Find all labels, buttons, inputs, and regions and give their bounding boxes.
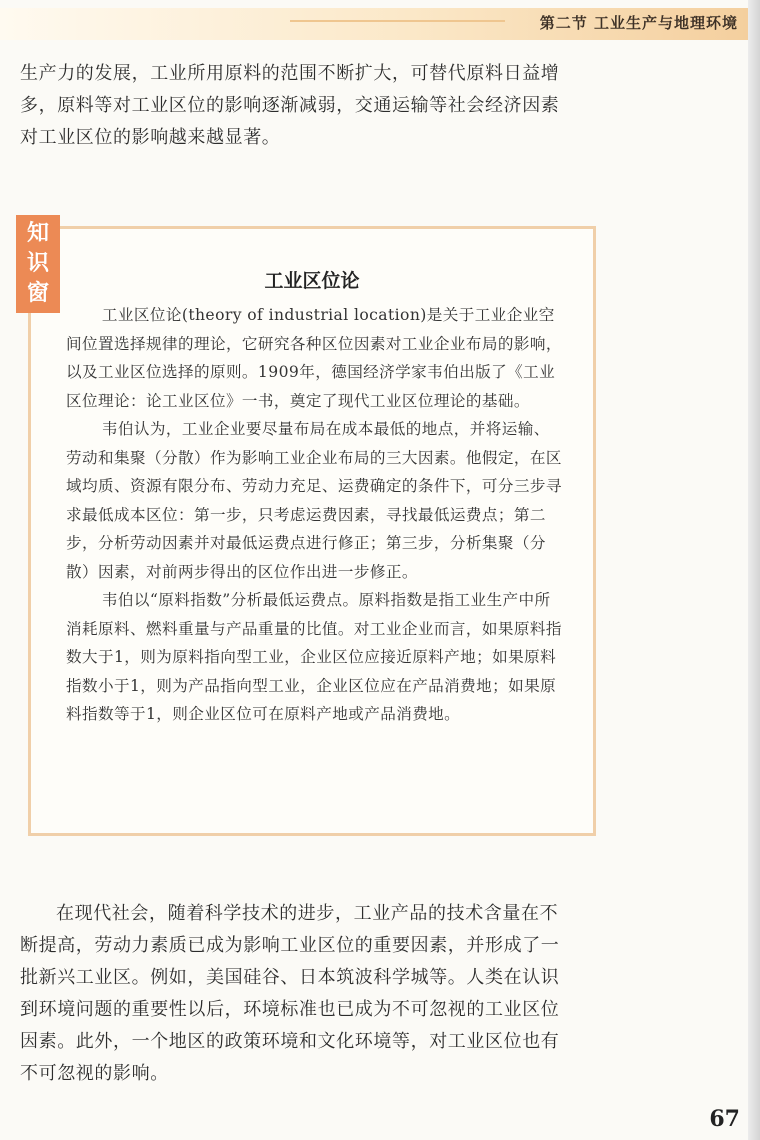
intro-line: 对工业区位的影响越来越显著。 (20, 127, 281, 148)
tag-char: 识 (26, 251, 49, 276)
closing-line: 断提高，劳动力素质已成为影响工业区位的重要因素，并形成了一 (20, 935, 560, 956)
closing-line: 批新兴工业区。例如，美国硅谷、日本筑波科学城等。人类在认识 (20, 967, 560, 988)
page-edge (748, 0, 760, 1140)
knowledge-window-tag (16, 215, 60, 313)
closing-line: 到环境问题的重要性以后，环境标准也已成为不可忽视的工业区位 (20, 999, 560, 1020)
tag-char: 知 (26, 221, 49, 246)
closing-line: 在现代社会，随着科学技术的进步，工业产品的技术含量在不 (56, 903, 559, 924)
intro-line: 生产力的发展，工业所用原料的范围不断扩大，可替代原料日益增 (20, 63, 560, 84)
closing-line: 因素。此外，一个地区的政策环境和文化环境等，对工业区位也有 (20, 1031, 560, 1052)
section-title: 第二节 工业生产与地理环境 (539, 14, 738, 32)
intro-paragraph (20, 58, 620, 154)
closing-paragraph (20, 898, 620, 1090)
header-divider (290, 20, 505, 22)
tag-char: 窗 (26, 281, 49, 306)
knowledge-box-title: 工业区位论 (264, 270, 360, 292)
knowledge-box-body (66, 301, 562, 729)
closing-line: 不可忽视的影响。 (20, 1063, 169, 1084)
knowledge-paragraph: 韦伯认为，工业企业要尽量布局在成本最低的地点，并将运输、劳动和集聚（分散）作为影响工业企业布局的三大因素。他假定，在区域均质、资源有限分布、劳动力充足、运费确定的条件下，可分三步寻求最低成本区位：第一步，只考虑运费因素，寻找最低运费点；第二步，分析劳动因素并对最低运费点进行修正；第三步，分析集聚（分散）因素，对前两步得出的区位作出进一步修正。 (66, 420, 562, 581)
knowledge-paragraph: 韦伯以“原料指数”分析最低运费点。原料指数是指工业生产中所消耗原料、燃料重量与产品重量的比值。对工业企业而言，如果原料指数大于1，则为原料指向型工业，企业区位应接近原料产地；如果原料指数小于1，则为产品指向型工业，企业区位应在产品消费地；如果原料指数等于1，则企业区位可在原料产地或产品消费地。 (66, 591, 562, 723)
page-number: 67 (709, 1106, 740, 1132)
intro-line: 多，原料等对工业区位的影响逐渐减弱，交通运输等社会经济因素 (20, 95, 560, 116)
knowledge-paragraph: 工业区位论(theory of industrial location)是关于工业企业空间位置选择规律的理论，它研究各种区位因素对工业企业布局的影响，以及工业区位选择的原则。1909年，德国经济学家韦伯出版了《工业区位理论：论工业区位》一书，奠定了现代工业区位理论的基础。 (66, 306, 562, 410)
